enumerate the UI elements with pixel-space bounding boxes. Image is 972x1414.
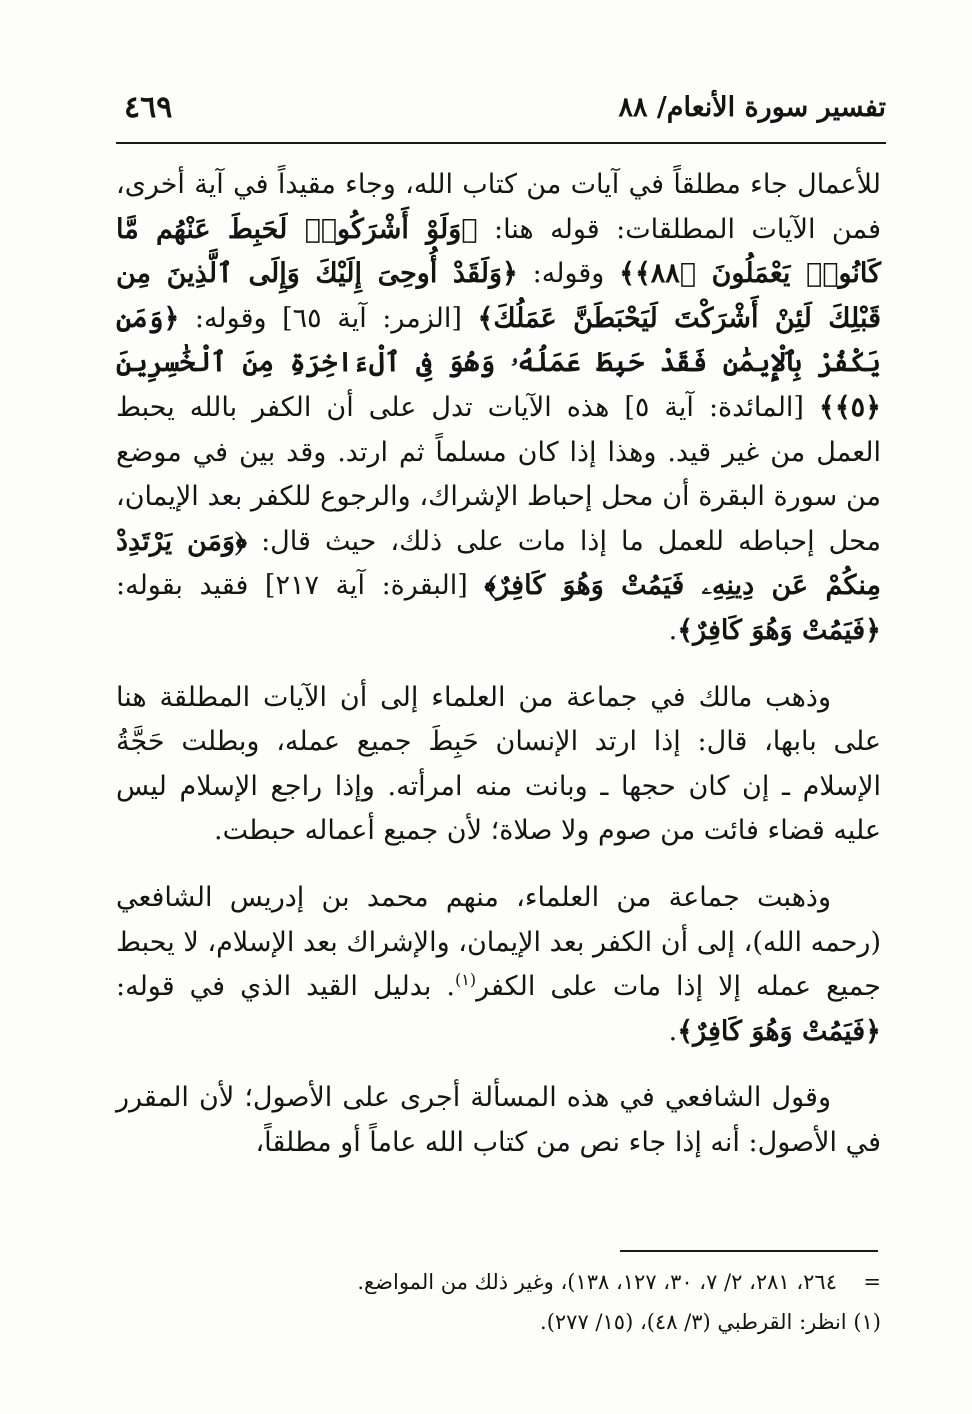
body-text-run: . بدليل القيد الذي في قوله: — [116, 971, 456, 1003]
body-text-run: للأعمال جاء مطلقاً في آيات من كتاب الله، وجاء مقيداً في آية أخرى، فمن الآيات المطلقات: قوله هنا: — [116, 169, 881, 245]
paragraph — [116, 676, 881, 854]
main-text — [116, 163, 881, 1165]
footnote-1: (١) انظر: القرطبي (٣/ ٤٨)، (١٥/ ٢٧٧). — [540, 1310, 881, 1334]
body-text-run: وقول الشافعي في هذه المسألة أجرى على الأصول؛ لأن المقرر في الأصول: أنه إذا جاء نص من كتاب الله عاماً أو مطلقاً، — [116, 1082, 881, 1158]
quran-verse: ﴿فَيَمُتْ وَهُوَ كَافِرٌ﴾ — [677, 614, 881, 646]
paragraph — [116, 163, 881, 654]
running-title: تفسير سورة الأنعام/ ٨٨ — [618, 92, 886, 123]
quran-verse: ﴿وَلَوْ أَشْرَكُوا۟ لَحَبِطَ عَنْهُم مَّا كَانُوا۟ يَعْمَلُونَ ﴿٨٨﴾﴾ — [116, 213, 881, 290]
body-text-run: [الزمر: آية ٦٥] وقوله: — [179, 302, 478, 334]
body-text-run: . — [668, 614, 678, 646]
body-text-run: [المائدة: آية ٥] هذه الآيات تدل على أن الكفر بالله يحبط العمل من غير قيد. وهذا إذا كان مسلماً ثم ارتد. وقد بين في موضع من سورة البقرة أن محل إحباط الإشراك، والرجوع للكفر بعد الإيمان، محل إحباطه للعمل ما إذا مات على ذلك، حيث قال: — [116, 391, 881, 557]
body-text-run: . — [668, 1015, 678, 1047]
continuation-mark: = — [863, 1270, 881, 1294]
body-text-run: وذهبت جماعة من العلماء، منهم محمد بن إدريس الشافعي (رحمه الله)، إلى أن الكفر بعد الإيمان، والإشراك بعد الإسلام، لا يحبط جميع عمله إلا إذا مات على الكفر — [116, 881, 882, 1003]
paragraph — [116, 1076, 881, 1165]
page-number: ٤٦٩ — [124, 90, 173, 125]
footnote-reference: (١) — [455, 970, 477, 990]
quran-verse: ﴿وَمَن يَكْفُرْ بِٱلْإِيمَٰنِ فَقَدْ حَبِطَ عَمَلُهُۥ وَهُوَ فِى ٱلْءَاخِرَةِ مِنَ ٱلْخَٰسِرِينَ ﴿٥﴾﴾ — [116, 302, 881, 423]
body-text-run: وقوله: — [517, 258, 620, 290]
body-text-run: [البقرة: آية ٢١٧] فقيد بقوله: — [116, 570, 485, 602]
quran-verse: ﴿وَلَقَدْ أُوحِىَ إِلَيْكَ وَإِلَى ٱلَّذِينَ مِن قَبْلِكَ لَئِنْ أَشْرَكْتَ لَيَحْبَطَنَّ عَمَلُكَ﴾ — [116, 258, 881, 334]
quran-verse: ﴿وَمَن يَرْتَدِدْ مِنكُمْ عَن دِينِهِۦ فَيَمُتْ وَهُوَ كَافِرٌ﴾ — [116, 525, 881, 602]
paragraph — [116, 876, 881, 1054]
page-header — [116, 86, 886, 144]
footnotes — [116, 1262, 881, 1342]
footnote-separator — [620, 1250, 878, 1252]
footnote-continuation-text: ٢٦٤، ٢٨١، ٢/ ٧، ٣٠، ١٢٧، ١٣٨)، وغير ذلك من المواضع. — [357, 1270, 837, 1294]
quran-verse: ﴿فَيَمُتْ وَهُوَ كَافِرٌ﴾ — [677, 1015, 881, 1047]
body-text-run: وذهب مالك في جماعة من العلماء إلى أن الآيات المطلقة هنا على بابها، قال: إذا ارتد الإنسان حَبِطَ جميع عمله، وبطلت حَجَّةُ الإسلام ـ إن كان حجها ـ وبانت منه امرأته. وإذا راجع الإسلام ليس عليه قضاء فائت من صوم ولا صلاة؛ لأن جميع أعماله حبطت. — [116, 681, 881, 847]
footnote-continuation — [116, 1262, 881, 1302]
